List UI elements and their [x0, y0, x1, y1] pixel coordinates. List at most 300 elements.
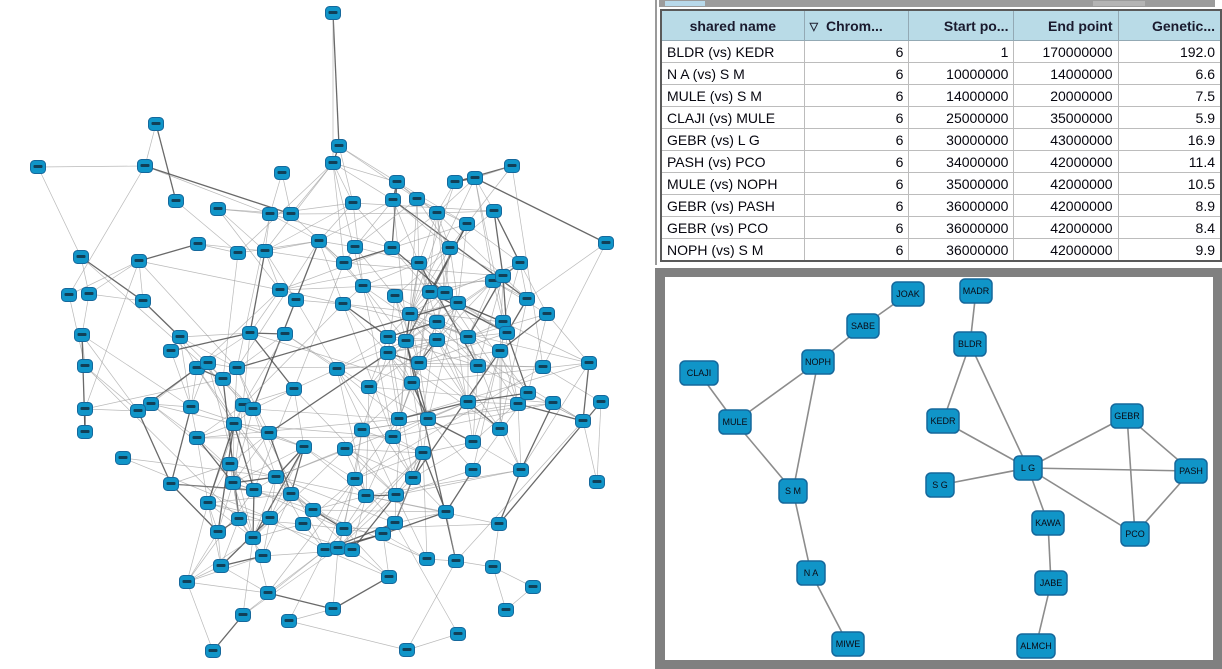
network-node-gebr[interactable]: [1111, 404, 1143, 428]
network-edge[interactable]: [518, 404, 521, 470]
network-node-pash[interactable]: [1175, 459, 1207, 483]
network-node[interactable]: [486, 561, 501, 574]
network-node[interactable]: [406, 472, 421, 485]
network-node[interactable]: [390, 176, 405, 189]
network-edge[interactable]: [289, 621, 407, 650]
network-node[interactable]: [410, 193, 425, 206]
network-node[interactable]: [526, 581, 541, 594]
network-node[interactable]: [201, 357, 216, 370]
network-node[interactable]: [461, 396, 476, 409]
network-node[interactable]: [337, 523, 352, 536]
network-node[interactable]: [326, 603, 341, 616]
node-label-smudge: [379, 532, 388, 535]
network-edge[interactable]: [243, 538, 253, 615]
network-node[interactable]: [461, 331, 476, 344]
network-node[interactable]: [297, 441, 312, 454]
network-edge[interactable]: [197, 438, 208, 503]
network-edge[interactable]: [145, 166, 270, 214]
scrollbar-thumb-secondary[interactable]: [1093, 1, 1145, 6]
network-node[interactable]: [243, 327, 258, 340]
network-node[interactable]: [289, 294, 304, 307]
cell-value: 192.0: [1118, 41, 1221, 63]
network-node[interactable]: [388, 290, 403, 303]
network-node[interactable]: [230, 362, 245, 375]
network-node[interactable]: [278, 328, 293, 341]
network-node[interactable]: [520, 293, 535, 306]
node-label-smudge: [276, 288, 285, 291]
node-label-smudge: [585, 361, 594, 364]
network-edge[interactable]: [528, 314, 547, 393]
network-node-kawa[interactable]: [1032, 511, 1064, 535]
network-node[interactable]: [356, 280, 371, 293]
network-node[interactable]: [226, 477, 241, 490]
network-node-bldr[interactable]: [954, 332, 986, 356]
network-node[interactable]: [499, 604, 514, 617]
node-label-smudge: [349, 201, 358, 204]
network-node[interactable]: [420, 553, 435, 566]
node-label: MULE: [722, 417, 748, 427]
network-node[interactable]: [284, 488, 299, 501]
node-label-smudge: [359, 284, 368, 287]
node-label-smudge: [514, 402, 523, 405]
network-node[interactable]: [326, 157, 341, 170]
network-edge[interactable]: [793, 362, 818, 491]
scrollbar-thumb[interactable]: [665, 1, 705, 6]
network-edge[interactable]: [467, 224, 520, 263]
network-node[interactable]: [385, 242, 400, 255]
network-edge[interactable]: [270, 203, 353, 214]
node-label-smudge: [454, 301, 463, 304]
network-node[interactable]: [312, 235, 327, 248]
table-row[interactable]: [661, 129, 1221, 151]
network-node[interactable]: [412, 257, 427, 270]
network-node[interactable]: [82, 288, 97, 301]
network-edge[interactable]: [423, 453, 427, 559]
network-edge[interactable]: [388, 353, 399, 419]
network-node[interactable]: [505, 160, 520, 173]
network-node[interactable]: [493, 423, 508, 436]
network-edge[interactable]: [583, 421, 597, 482]
network-edge[interactable]: [343, 304, 388, 353]
network-node[interactable]: [500, 327, 515, 340]
network-node[interactable]: [348, 241, 363, 254]
network-node[interactable]: [514, 464, 529, 477]
network-node[interactable]: [337, 257, 352, 270]
cell-value: 7.5: [1118, 85, 1221, 107]
network-node-madr[interactable]: [960, 279, 992, 303]
network-node[interactable]: [468, 172, 483, 185]
network-node[interactable]: [216, 373, 231, 386]
network-node[interactable]: [247, 484, 262, 497]
network-node[interactable]: [74, 251, 89, 264]
network-edge[interactable]: [187, 582, 213, 651]
node-label: PASH: [1179, 466, 1203, 476]
network-node[interactable]: [381, 331, 396, 344]
network-edge[interactable]: [139, 244, 198, 261]
network-edge[interactable]: [499, 470, 521, 524]
network-edge[interactable]: [437, 340, 468, 402]
network-edge[interactable]: [81, 257, 253, 409]
network-edge[interactable]: [250, 333, 294, 389]
node-label-smudge: [602, 241, 611, 244]
network-node[interactable]: [62, 289, 77, 302]
network-node[interactable]: [273, 284, 288, 297]
node-label-smudge: [290, 387, 299, 390]
network-node[interactable]: [246, 532, 261, 545]
cell-shared-name: NOPH (vs) S M: [661, 239, 804, 262]
column-header-genetic-distance[interactable]: [1118, 10, 1221, 41]
network-node[interactable]: [169, 195, 184, 208]
network-node[interactable]: [184, 401, 199, 414]
network-node[interactable]: [576, 415, 591, 428]
network-node[interactable]: [180, 576, 195, 589]
network-node[interactable]: [258, 245, 273, 258]
network-node[interactable]: [78, 403, 93, 416]
network-node[interactable]: [439, 506, 454, 519]
filter-icon: ▽: [809, 20, 819, 33]
network-node[interactable]: [376, 528, 391, 541]
network-node[interactable]: [330, 363, 345, 376]
network-edge[interactable]: [223, 253, 238, 379]
node-label-smudge: [413, 197, 422, 200]
network-node[interactable]: [599, 237, 614, 250]
network-edge[interactable]: [339, 146, 353, 203]
network-node[interactable]: [262, 427, 277, 440]
network-node-kedr[interactable]: [927, 409, 959, 433]
network-node[interactable]: [405, 377, 420, 390]
network-node[interactable]: [191, 238, 206, 251]
network-node[interactable]: [173, 331, 188, 344]
network-node[interactable]: [275, 167, 290, 180]
network-node[interactable]: [594, 396, 609, 409]
network-edge[interactable]: [547, 314, 589, 363]
network-node[interactable]: [513, 257, 528, 270]
network-node[interactable]: [355, 424, 370, 437]
network-edge[interactable]: [253, 241, 319, 409]
network-node[interactable]: [443, 242, 458, 255]
network-node[interactable]: [493, 345, 508, 358]
column-header-chromosome[interactable]: [804, 10, 909, 41]
network-node[interactable]: [460, 218, 475, 231]
node-label-smudge: [194, 242, 203, 245]
cell-value: 43000000: [1014, 129, 1118, 151]
network-edge[interactable]: [344, 524, 499, 529]
node-label-smudge: [464, 335, 473, 338]
network-node[interactable]: [582, 357, 597, 370]
network-node-sabe[interactable]: [847, 314, 879, 338]
network-node-n-a[interactable]: [797, 561, 825, 585]
network-node[interactable]: [78, 426, 93, 439]
network-edge[interactable]: [450, 248, 503, 276]
network-node[interactable]: [466, 464, 481, 477]
node-label-smudge: [362, 494, 371, 497]
network-node[interactable]: [246, 403, 261, 416]
node-label: KAWA: [1035, 518, 1061, 528]
network-edge[interactable]: [234, 368, 237, 424]
network-node[interactable]: [232, 513, 247, 526]
network-edge[interactable]: [238, 241, 319, 253]
network-node[interactable]: [546, 397, 561, 410]
network-edge[interactable]: [333, 13, 339, 146]
network-node[interactable]: [190, 432, 205, 445]
network-node-claji[interactable]: [680, 361, 718, 385]
node-label-smudge: [65, 293, 74, 296]
network-node[interactable]: [345, 544, 360, 557]
network-edge[interactable]: [265, 241, 319, 251]
small-network-canvas[interactable]: [665, 277, 1213, 660]
network-edge[interactable]: [339, 146, 397, 182]
network-node-l-g[interactable]: [1014, 456, 1042, 480]
network-node[interactable]: [448, 176, 463, 189]
network-node[interactable]: [386, 431, 401, 444]
network-edge[interactable]: [250, 251, 265, 333]
horizontal-scrollbar[interactable]: [659, 0, 1215, 7]
network-node[interactable]: [449, 555, 464, 568]
table-row[interactable]: [661, 195, 1221, 217]
network-edge[interactable]: [197, 437, 393, 438]
network-edge[interactable]: [187, 582, 268, 593]
network-edge[interactable]: [458, 224, 467, 303]
node-label-smudge: [81, 364, 90, 367]
network-node[interactable]: [211, 526, 226, 539]
network-edge[interactable]: [38, 166, 145, 167]
cell-value: 5.9: [1118, 107, 1221, 129]
network-node[interactable]: [336, 298, 351, 311]
network-node[interactable]: [284, 208, 299, 221]
network-edge[interactable]: [171, 407, 191, 484]
network-node-joak[interactable]: [892, 282, 924, 306]
column-header-label: Chrom...: [825, 17, 883, 34]
table-row[interactable]: [661, 151, 1221, 173]
cell-value: 14000000: [909, 85, 1014, 107]
network-node[interactable]: [346, 197, 361, 210]
node-label-smudge: [403, 648, 412, 651]
network-node[interactable]: [78, 360, 93, 373]
network-edge[interactable]: [521, 403, 553, 470]
network-node[interactable]: [389, 489, 404, 502]
node-label-smudge: [489, 565, 498, 568]
network-edge[interactable]: [268, 593, 333, 609]
network-node[interactable]: [451, 628, 466, 641]
table-row[interactable]: [661, 107, 1221, 129]
node-label-smudge: [187, 405, 196, 408]
network-node-almch[interactable]: [1017, 634, 1055, 658]
network-node[interactable]: [381, 347, 396, 360]
network-node[interactable]: [487, 205, 502, 218]
node-label: N A: [803, 568, 819, 578]
network-node[interactable]: [131, 405, 146, 418]
network-node[interactable]: [416, 447, 431, 460]
network-node[interactable]: [211, 203, 226, 216]
network-edge[interactable]: [296, 300, 337, 369]
network-node[interactable]: [382, 571, 397, 584]
network-node-miwe[interactable]: [832, 632, 864, 656]
table-row[interactable]: [661, 239, 1221, 262]
node-label-smudge: [496, 349, 505, 352]
network-node[interactable]: [362, 381, 377, 394]
network-node[interactable]: [540, 308, 555, 321]
network-node[interactable]: [412, 357, 427, 370]
node-label-smudge: [409, 476, 418, 479]
network-node[interactable]: [326, 7, 341, 20]
network-edge[interactable]: [85, 366, 138, 411]
network-node[interactable]: [31, 161, 46, 174]
network-node[interactable]: [359, 490, 374, 503]
network-node[interactable]: [466, 436, 481, 449]
network-node[interactable]: [306, 504, 321, 517]
network-edge[interactable]: [218, 209, 265, 251]
node-label-smudge: [496, 427, 505, 430]
node-label-smudge: [579, 419, 588, 422]
node-label-smudge: [471, 176, 480, 179]
network-node[interactable]: [451, 297, 466, 310]
network-edge[interactable]: [291, 213, 437, 214]
network-node[interactable]: [261, 587, 276, 600]
network-node[interactable]: [338, 443, 353, 456]
network-node[interactable]: [263, 512, 278, 525]
network-node-pco[interactable]: [1121, 522, 1149, 546]
column-header-shared-name[interactable]: [661, 10, 804, 41]
network-node[interactable]: [430, 316, 445, 329]
network-node[interactable]: [536, 361, 551, 374]
table-row[interactable]: [661, 41, 1221, 63]
network-edge[interactable]: [527, 243, 606, 299]
network-node-s-g[interactable]: [926, 473, 954, 497]
network-node[interactable]: [227, 418, 242, 431]
network-node[interactable]: [332, 140, 347, 153]
network-edge[interactable]: [38, 167, 81, 257]
network-edge[interactable]: [355, 199, 417, 247]
network-edge[interactable]: [597, 402, 601, 482]
cell-value: 8.9: [1118, 195, 1221, 217]
node-label-smudge: [281, 332, 290, 335]
network-node[interactable]: [438, 287, 453, 300]
network-edge[interactable]: [156, 124, 176, 201]
network-node[interactable]: [296, 518, 311, 531]
table-row[interactable]: [661, 217, 1221, 239]
network-node[interactable]: [421, 413, 436, 426]
network-node[interactable]: [75, 329, 90, 342]
network-node[interactable]: [138, 160, 153, 173]
table-row[interactable]: [661, 173, 1221, 195]
network-node[interactable]: [348, 473, 363, 486]
network-edge[interactable]: [1127, 416, 1135, 534]
node-label-smudge: [503, 331, 512, 334]
network-edge[interactable]: [289, 550, 325, 621]
table-row[interactable]: [661, 63, 1221, 85]
network-edge[interactable]: [89, 261, 139, 294]
network-node[interactable]: [256, 550, 271, 563]
network-node[interactable]: [423, 286, 438, 299]
network-node-noph[interactable]: [802, 350, 834, 374]
network-node-mule[interactable]: [719, 410, 751, 434]
network-node[interactable]: [214, 560, 229, 573]
column-header-end-point[interactable]: [1014, 10, 1118, 41]
network-node-jabe[interactable]: [1035, 571, 1067, 595]
cell-value: 14000000: [1014, 63, 1118, 85]
network-edge[interactable]: [269, 433, 291, 494]
network-edge[interactable]: [1028, 468, 1191, 471]
network-node[interactable]: [287, 383, 302, 396]
network-edge[interactable]: [333, 163, 397, 182]
node-label-smudge: [469, 440, 478, 443]
column-header-label: Start po...: [943, 17, 1009, 34]
node-label: S M: [784, 486, 802, 496]
network-node[interactable]: [164, 478, 179, 491]
network-node[interactable]: [231, 247, 246, 260]
network-node[interactable]: [521, 387, 536, 400]
network-edge[interactable]: [333, 577, 389, 609]
node-label-smudge: [230, 422, 239, 425]
network-node[interactable]: [206, 645, 221, 658]
network-node[interactable]: [590, 476, 605, 489]
network-node[interactable]: [149, 118, 164, 131]
network-node[interactable]: [388, 517, 403, 530]
network-node-s-m[interactable]: [779, 479, 807, 503]
cell-value: 42000000: [1014, 151, 1118, 173]
column-header-start-position[interactable]: [909, 10, 1014, 41]
network-node[interactable]: [263, 208, 278, 221]
network-edge[interactable]: [455, 166, 512, 182]
network-node[interactable]: [136, 295, 151, 308]
network-node[interactable]: [399, 335, 414, 348]
node-label-smudge: [278, 171, 287, 174]
network-node[interactable]: [236, 609, 251, 622]
network-node[interactable]: [403, 308, 418, 321]
network-edge[interactable]: [319, 241, 343, 304]
node-label-smudge: [474, 364, 483, 367]
network-node[interactable]: [496, 270, 511, 283]
network-node[interactable]: [331, 542, 346, 555]
network-node[interactable]: [223, 458, 238, 471]
network-edge[interactable]: [417, 199, 419, 263]
network-node[interactable]: [400, 644, 415, 657]
table-row[interactable]: [661, 85, 1221, 107]
network-node[interactable]: [282, 615, 297, 628]
network-edge[interactable]: [276, 449, 345, 477]
table-header-row: [661, 10, 1221, 41]
network-edge[interactable]: [237, 214, 270, 368]
cell-value: 36000000: [909, 239, 1014, 262]
node-label: PCO: [1125, 529, 1145, 539]
network-node[interactable]: [492, 518, 507, 531]
network-edge[interactable]: [355, 367, 543, 479]
node-label: SABE: [850, 321, 876, 331]
network-edge[interactable]: [333, 548, 338, 609]
node-label-smudge: [266, 516, 275, 519]
network-node[interactable]: [430, 334, 445, 347]
network-node[interactable]: [430, 207, 445, 220]
network-edge[interactable]: [345, 449, 423, 453]
node-label-smudge: [285, 619, 294, 622]
cell-value: 9.9: [1118, 239, 1221, 262]
network-node[interactable]: [471, 360, 486, 373]
network-edge[interactable]: [138, 411, 171, 484]
network-edge[interactable]: [970, 344, 1028, 468]
network-edge[interactable]: [253, 490, 254, 538]
network-edge[interactable]: [543, 243, 606, 367]
node-label-smudge: [287, 492, 296, 495]
network-node[interactable]: [201, 497, 216, 510]
network-edge[interactable]: [253, 409, 399, 419]
network-node[interactable]: [386, 194, 401, 207]
network-node[interactable]: [392, 413, 407, 426]
network-node[interactable]: [116, 452, 131, 465]
network-edge[interactable]: [446, 512, 456, 561]
network-node[interactable]: [132, 255, 147, 268]
network-node[interactable]: [269, 471, 284, 484]
network-node[interactable]: [164, 345, 179, 358]
